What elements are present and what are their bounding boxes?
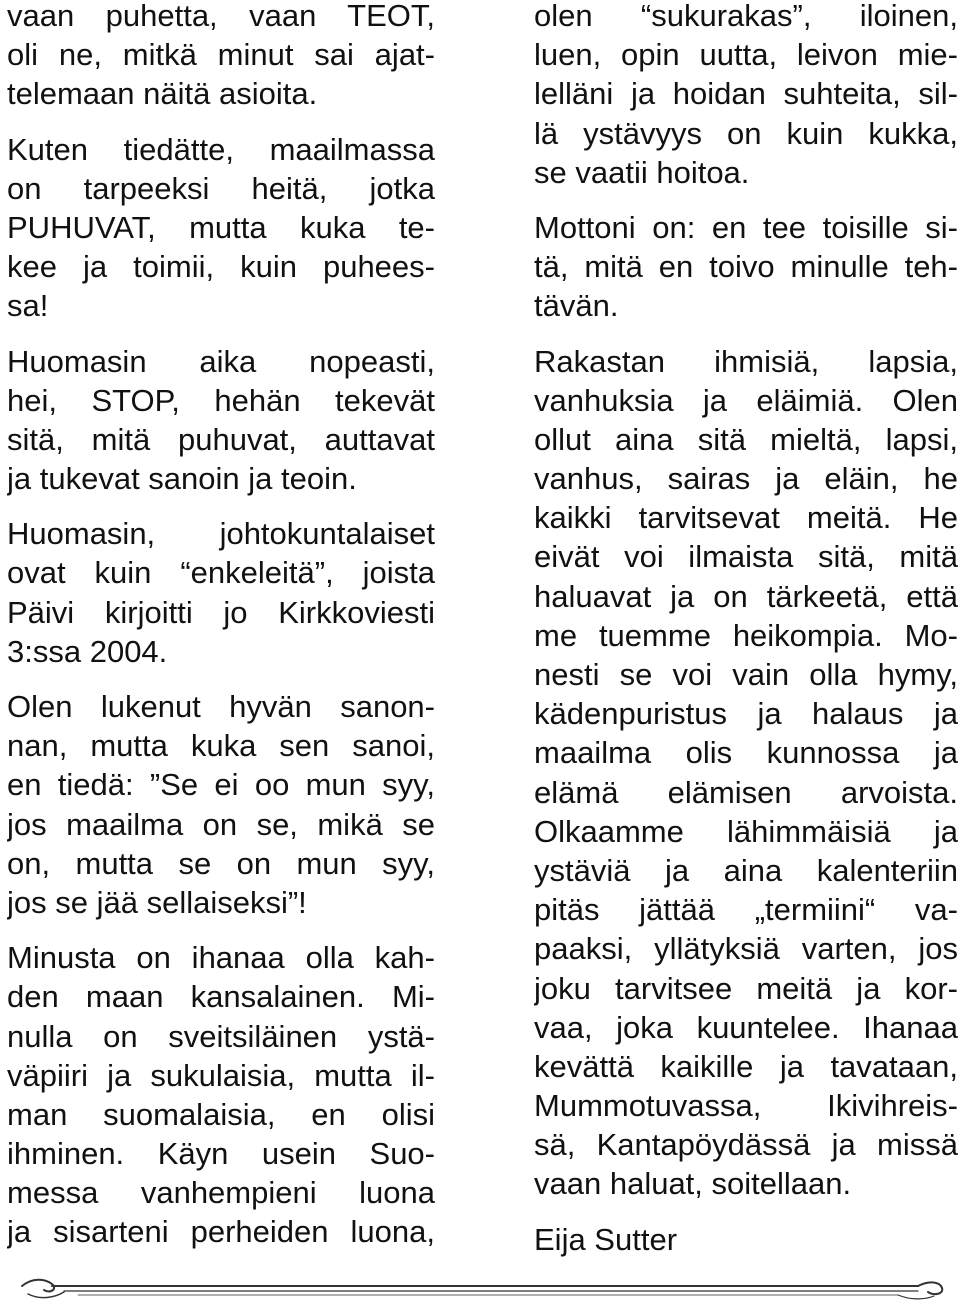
paragraph — [7, 0, 435, 114]
text-line: sitä, mitä puhuvat, auttavat — [7, 421, 435, 457]
text-line: man suomalaisia, en olisi — [7, 1096, 435, 1132]
text-line: haluavat ja on tärkeetä, että — [534, 578, 958, 614]
text-line: on, mutta se on mun syy, — [7, 845, 435, 881]
text-line: vaan puhetta, vaan TEOT, — [7, 0, 435, 33]
text-line: ja tukevat sanoin ja teoin. — [7, 461, 357, 497]
text-line: Minusta on ihanaa olla kah- — [7, 940, 435, 976]
text-line: ollut aina sitä mieltä, lapsi, — [534, 421, 958, 457]
text-line: maailma olis kunnossa ja — [534, 735, 958, 771]
text-line: nan, mutta kuka sen sanoi, — [7, 728, 435, 764]
text-line: olen “sukurakas”, iloinen, — [534, 0, 958, 33]
author-signature: Eija Sutter — [534, 1221, 678, 1257]
text-line: elämä elämisen arvoista. — [534, 774, 958, 810]
text-line: vanhuksia ja eläimiä. Olen — [534, 382, 958, 418]
text-line: den maan kansalainen. Mi- — [7, 979, 435, 1015]
text-line: telemaan näitä asioita. — [7, 76, 318, 112]
text-line: ja sisarteni perheiden luona, — [7, 1214, 435, 1250]
text-line: sa! — [7, 288, 49, 324]
text-line: jos maailma on se, mikä se — [7, 806, 435, 842]
text-line: jos se jää sellaiseksi”! — [7, 884, 307, 920]
decorative-rule-icon — [18, 1272, 948, 1308]
text-line: kevättä kaikille ja tavataan, — [534, 1048, 958, 1084]
text-line: luen, opin uutta, leivon mie- — [534, 37, 958, 73]
paragraph — [534, 342, 958, 1204]
text-line: oli ne, mitkä minut sai ajat- — [7, 37, 435, 73]
text-line: lelläni ja hoidan suhteita, sil- — [534, 76, 958, 112]
right-column — [534, 0, 958, 1259]
text-line: pitäs jättää „termiini“ va- — [534, 892, 958, 928]
paragraph — [7, 514, 435, 671]
text-line: joku tarvitsee meitä ja kor- — [534, 970, 958, 1006]
text-line: kaikki tarvitsevat meitä. He — [534, 500, 958, 536]
text-line: nulla on sveitsiläinen ystä- — [7, 1018, 435, 1054]
text-line: 3:ssa 2004. — [7, 633, 168, 669]
text-line: messa vanhempieni luona — [7, 1175, 435, 1211]
text-line: kädenpuristus ja halaus ja — [534, 696, 958, 732]
paragraph — [7, 342, 435, 499]
text-line: Huomasin aika nopeasti, — [7, 343, 435, 379]
text-line: PUHUVAT, mutta kuka te- — [7, 209, 435, 245]
text-line: ovat kuin “enkeleitä”, joista — [7, 555, 435, 591]
text-line: Olen lukenut hyvän sanon- — [7, 689, 435, 724]
text-line: tä, mitä en toivo minulle teh- — [534, 249, 958, 285]
text-line: vaan haluat, soitellaan. — [534, 1166, 852, 1202]
text-line: se vaatii hoitoa. — [534, 154, 750, 190]
text-line: Olkaamme lähimmäisiä ja — [534, 813, 958, 849]
paragraph — [7, 938, 435, 1252]
text-line: me tuemme heikompia. Mo- — [534, 617, 958, 653]
text-line: tävän. — [534, 288, 619, 324]
text-line: kee ja toimii, kuin puhees- — [7, 249, 435, 285]
text-line: vanhus, sairas ja eläin, he — [534, 461, 958, 497]
text-line: Huomasin, johtokuntalaiset — [7, 516, 435, 552]
text-line: paaksi, yllätyksiä varten, jos — [534, 931, 958, 967]
text-line: väpiiri ja sukulaisia, mutta il- — [7, 1057, 435, 1093]
paragraph — [534, 208, 958, 326]
text-line: on tarpeeksi heitä, jotka — [7, 170, 435, 206]
text-line: Rakastan ihmisiä, lapsia, — [534, 343, 958, 379]
text-line: Mummotuvassa, Ikivihreis- — [534, 1088, 958, 1124]
paragraph — [7, 687, 435, 922]
left-column — [7, 0, 435, 1268]
text-line: ihminen. Käyn usein Suo- — [7, 1136, 435, 1172]
text-line: hei, STOP, hehän tekevät — [7, 382, 435, 418]
text-line: Päivi kirjoitti jo Kirkkoviesti — [7, 594, 435, 630]
text-line: en tiedä: ”Se ei oo mun syy, — [7, 767, 435, 803]
text-line: Kuten tiedätte, maailmassa — [7, 131, 435, 167]
paragraph — [534, 0, 958, 192]
text-line: nesti se voi vain olla hymy, — [534, 657, 958, 692]
paragraph — [7, 130, 435, 326]
text-line: vaa, joka kuuntelee. Ihanaa — [534, 1009, 958, 1045]
text-line: ystäviä ja aina kalenteriin — [534, 852, 958, 888]
text-line: sä, Kantapöydässä ja missä — [534, 1127, 958, 1163]
text-line: lä ystävyys on kuin kukka, — [534, 115, 958, 151]
text-line: Mottoni on: en tee toisille si- — [534, 209, 958, 245]
text-line: eivät voi ilmaista sitä, mitä — [534, 539, 958, 575]
